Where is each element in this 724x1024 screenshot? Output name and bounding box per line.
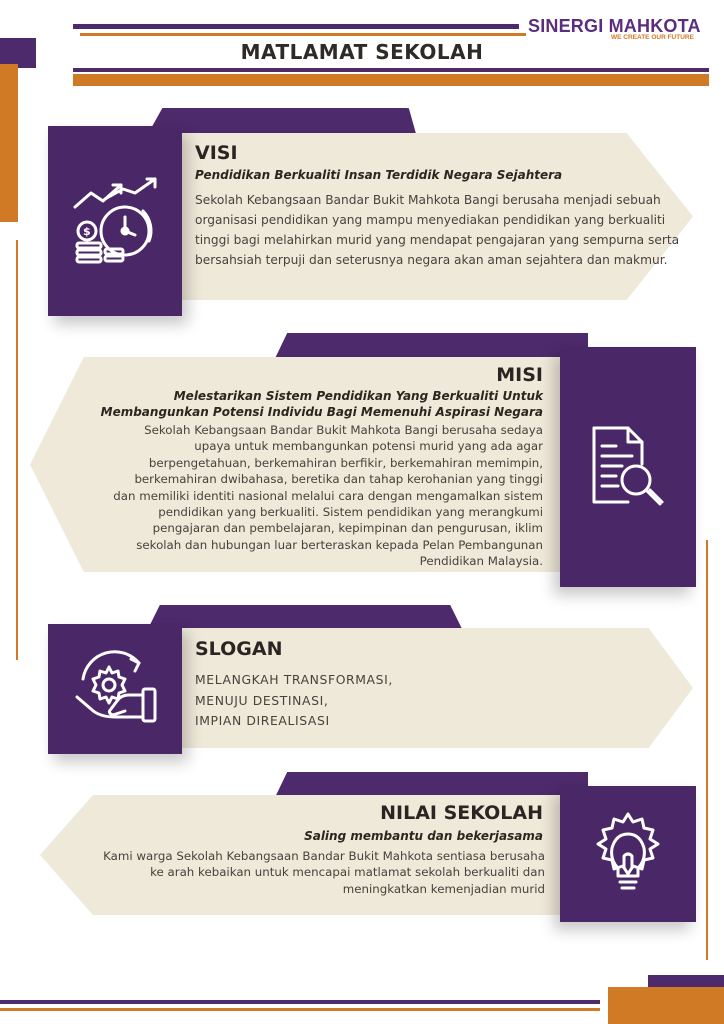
document-search-icon [588, 424, 668, 510]
visi-title: VISI [195, 142, 238, 164]
left-orange-block [0, 64, 18, 222]
slogan-title: SLOGAN [195, 638, 283, 660]
visi-subtitle: Pendidikan Berkualiti Insan Terdidik Negara Sejahtera [195, 168, 563, 182]
brand-name: SINERGI MAHKOTA [528, 16, 701, 36]
title-underline-orange [73, 74, 709, 86]
footer-right-purple [648, 975, 724, 987]
lightbulb-gear-icon [584, 810, 672, 898]
nilai-icon-box [560, 786, 696, 922]
misi-icon-box [560, 347, 696, 587]
misi-text: Sekolah Kebangsaan Bandar Bukit Mahkota Bangi berusaha sedaya upaya untuk membangunkan potensi murid yang ada agar berpengetahuan, berkemahiran berfikir, berkemahiran memimpin, berkemahiran dwibahasa, beretika dan tahap kerohanian yang tinggi dan memiliki identiti nasional melalui cara dengan mengamalkan sistem pendidikan yang berkualiti. Sistem pendidikan yang merangkumi pengajaran dan pembelajaran, kepimpinan dan pengurusan, iklim sekolah dan hubungan luar berteraskan kepada Pelan Pembangunan Pendidikan Malaysia. [113, 423, 543, 569]
footer-purple-line [0, 1000, 600, 1004]
visi-icon-box [48, 126, 182, 316]
misi-subtitle: Melestarikan Sistem Pendidikan Yang Berkualiti Untuk Membangunkan Potensi Individu Bagi Memenuhi Aspirasi Negara [100, 389, 543, 419]
top-purple-line [73, 24, 519, 29]
brand-tagline: WE CREATE OUR FUTURE [611, 34, 694, 41]
right-thin-line [706, 540, 708, 960]
misi-title: MISI [496, 364, 543, 386]
svg-text:$: $ [83, 225, 91, 238]
slogan-text: MELANGKAH TRANSFORMASI, MENUJU DESTINASI, IMPIAN DIREALISASI [195, 672, 393, 728]
page-title: MATLAMAT SEKOLAH [240, 40, 484, 64]
title-underline-purple [73, 68, 709, 72]
nilai-title: NILAI SEKOLAH [380, 802, 543, 824]
footer-orange-line [0, 1008, 600, 1011]
left-thin-line [16, 240, 18, 660]
top-orange-line [80, 33, 526, 36]
slogan-icon-box [48, 624, 182, 754]
nilai-text: Kami warga Sekolah Kebangsaan Bandar Bukit Mahkota sentiasa berusaha ke arah kebaikan untuk mencapai matlamat sekolah berkualiti dan meningkatkan kemenjadian murid [103, 849, 545, 896]
nilai-subtitle: Saling membantu dan bekerjasama [304, 829, 543, 843]
growth-clock-icon [69, 175, 161, 267]
footer-right-orange [608, 987, 724, 1024]
visi-text: Sekolah Kebangsaan Bandar Bukit Mahkota Bangi berusaha menjadi sebuah organisasi pendidikan yang mampu menyediakan pendidikan yang berkualiti tinggi bagi melahirkan murid yang mendapat pengajaran yang sempurna serta bersahsiah terpuji dan seterusnya negara akan aman sejahtera dan makmur. [195, 193, 680, 267]
hand-gear-icon [69, 649, 161, 729]
